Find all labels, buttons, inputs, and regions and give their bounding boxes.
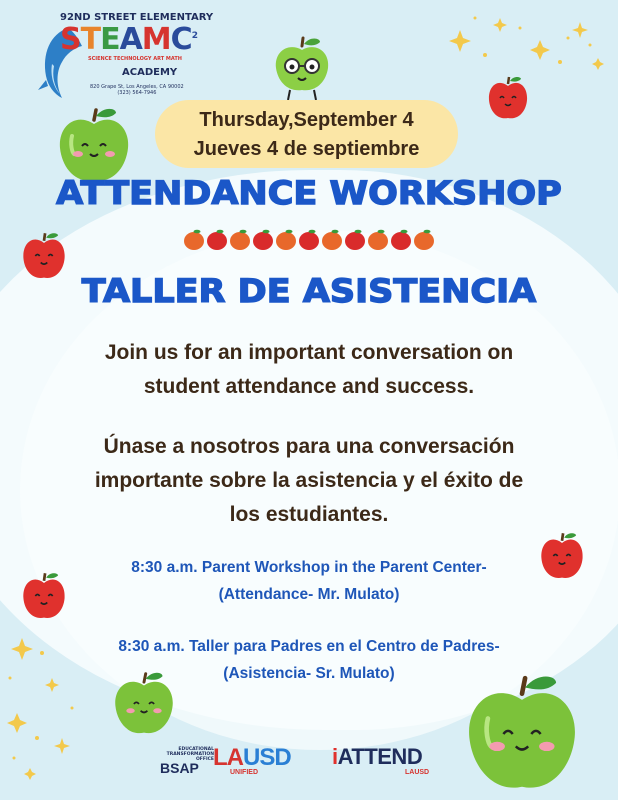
apple-leaf-icon <box>217 230 224 234</box>
date-banner <box>155 100 458 168</box>
red-apple-icon <box>253 232 273 250</box>
school-logo <box>38 10 214 102</box>
schedule-english-line1: 8:30 a.m. Parent Workshop in the Parent Center- <box>131 559 487 576</box>
schedule-spanish-line1: 8:30 a.m. Taller para Padres en el Centro de Padres- <box>118 638 500 655</box>
green-apple-icon <box>270 36 334 104</box>
apple-leaf-icon <box>378 230 385 234</box>
logo-address-line1: 820 Grape St, Los Angeles, CA 90002 <box>90 84 184 90</box>
intro-spanish <box>0 430 618 532</box>
apple-leaf-icon <box>355 230 362 234</box>
intro-spanish-line2: importante sobre la asistencia y el éxito de <box>94 469 524 492</box>
red-apple-icon <box>414 232 434 250</box>
apple-leaf-icon <box>240 230 247 234</box>
green-apple-icon <box>56 106 132 186</box>
bsap-office-label: EDUCATIONAL TRANSFORMATION OFFICE <box>166 747 214 762</box>
schedule-spanish <box>0 633 618 687</box>
intro-english <box>0 336 618 404</box>
red-apple-icon <box>299 232 319 250</box>
logo-superscript: 2 <box>191 31 197 41</box>
star-sparkle-icon <box>440 10 610 80</box>
apple-leaf-icon <box>194 230 201 234</box>
title-english: ATTENDANCE WORKSHOP <box>56 175 562 213</box>
iattend-word: ATTEND <box>337 744 423 769</box>
date-spanish: Jueves 4 de septiembre <box>193 138 420 160</box>
intro-english-line2: student attendance and success. <box>143 375 475 398</box>
logo-subjects: SCIENCE TECHNOLOGY ART MATH <box>88 56 182 62</box>
apple-leaf-icon <box>263 230 270 234</box>
apple-leaf-icon <box>401 230 408 234</box>
logo-academy: ACADEMY <box>122 67 178 78</box>
red-apple-icon <box>230 232 250 250</box>
schedule-spanish-line2: (Asistencia- Sr. Mulato) <box>223 665 395 682</box>
lausd-unified: UNIFIED <box>230 769 258 776</box>
apple-leaf-icon <box>309 230 316 234</box>
title-spanish: TALLER DE ASISTENCIA <box>81 273 537 311</box>
red-apple-icon <box>322 232 342 250</box>
logo-address-line2: (323) 564-7946 <box>117 90 157 96</box>
lausd-la: LA <box>213 744 243 771</box>
lausd-logo <box>213 744 291 772</box>
apple-leaf-icon <box>332 230 339 234</box>
lausd-usd: USD <box>243 744 291 771</box>
intro-spanish-line1: Únase a nosotros para una conversación <box>103 435 515 458</box>
intro-spanish-line3: los estudiantes. <box>229 503 389 526</box>
logo-address <box>90 84 184 96</box>
red-apple-icon <box>486 74 530 122</box>
red-apple-icon <box>207 232 227 250</box>
iattend-logo <box>332 744 422 770</box>
red-apple-icon <box>391 232 411 250</box>
red-apple-icon <box>276 232 296 250</box>
apple-row-divider <box>184 228 434 252</box>
iattend-i: i <box>332 744 338 769</box>
red-apple-icon <box>184 232 204 250</box>
date-english: Thursday,September 4 <box>199 109 414 131</box>
green-apple-icon <box>462 672 582 796</box>
apple-leaf-icon <box>286 230 293 234</box>
schedule-english-line2: (Attendance- Mr. Mulato) <box>218 586 400 603</box>
bsap-logo: BSAP <box>160 760 199 776</box>
red-apple-icon <box>368 232 388 250</box>
iattend-sub: LAUSD <box>405 769 430 776</box>
red-apple-icon <box>345 232 365 250</box>
logo-steamc: STEAMC$^2$ <box>60 22 197 57</box>
intro-english-line1: Join us for an important conversation on <box>104 341 514 364</box>
logo-school-name: 92ND STREET ELEMENTARY <box>60 12 214 23</box>
apple-leaf-icon <box>424 230 431 234</box>
schedule-english <box>0 554 618 608</box>
